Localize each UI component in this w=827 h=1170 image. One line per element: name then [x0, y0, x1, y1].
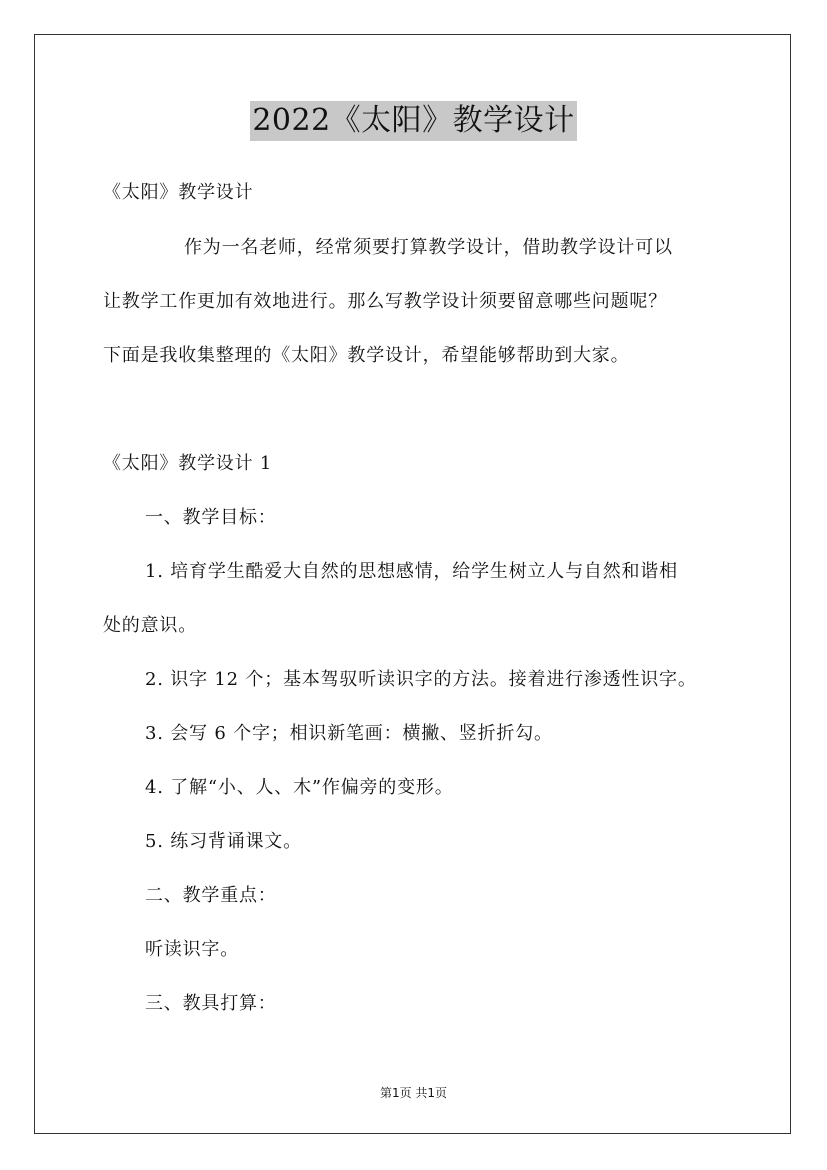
heading-key-points: 二、教学重点：	[145, 885, 277, 906]
heading-objectives: 一、教学目标：	[145, 507, 277, 528]
key-point-1: 听读识字。	[145, 939, 239, 960]
document-title-wrap	[0, 101, 827, 141]
heading-teaching-aids: 三、教具打算：	[145, 993, 277, 1014]
objective-5: 5. 练习背诵课文。	[145, 831, 302, 852]
page-footer: 第1页 共1页	[379, 1086, 448, 1100]
intro-line-1: 作为一名老师，经常须要打算教学设计，借助教学设计可以	[184, 237, 673, 258]
objective-1-line-2: 处的意识。	[103, 615, 197, 636]
subtitle-line: 《太阳》教学设计	[103, 182, 254, 203]
document-title: 2022《太阳》教学设计	[250, 101, 576, 141]
section-heading: 《太阳》教学设计 1	[103, 453, 273, 474]
objective-3: 3. 会写 6 个字；相识新笔画：横撇、竖折折勾。	[145, 723, 553, 744]
intro-line-2: 让教学工作更加有效地进行。那么写教学设计须要留意哪些问题呢？	[103, 291, 667, 312]
objective-1-line-1: 1. 培育学生酷爱大自然的思想感情，给学生树立人与自然和谐相	[145, 561, 678, 582]
objective-4: 4. 了解“小、人、木”作偏旁的变形。	[145, 777, 454, 798]
objective-2: 2. 识字 12 个；基本驾驭听读识字的方法。接着进行渗透性识字。	[145, 669, 697, 690]
intro-line-3: 下面是我收集整理的《太阳》教学设计，希望能够帮助到大家。	[103, 345, 630, 366]
